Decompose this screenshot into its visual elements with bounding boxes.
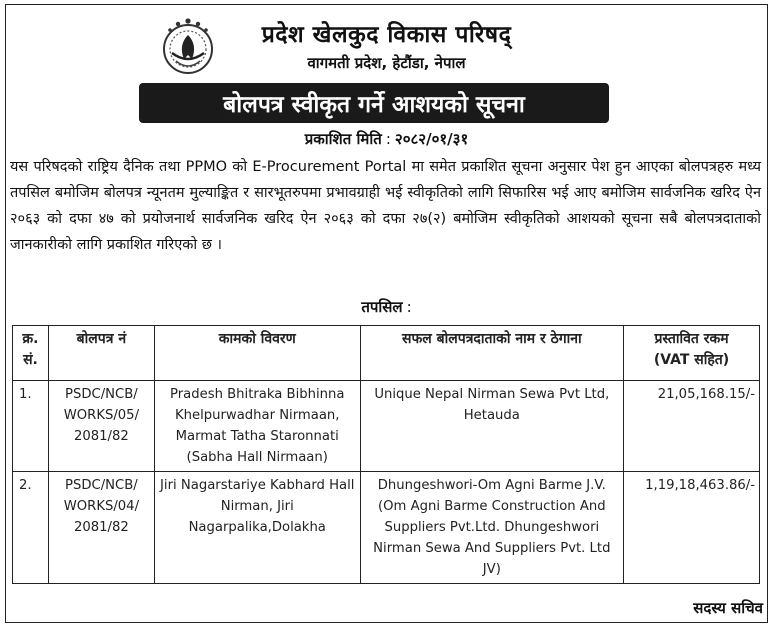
organization-address: वागमती प्रदेश, हेटौंडा, नेपाल xyxy=(307,54,466,72)
header-amount-note: (VAT सहित) xyxy=(653,352,730,368)
header-amount-label: प्रस्तावित रकम xyxy=(654,331,729,347)
cell-bidder: Dhungeshwori-Om Agni Barme J.V. (Om Agni Barme Construction And Suppliers Pvt.Ltd. Dhungeshwori Nirman Sewa And Suppliers Pvt. Ltd JV) xyxy=(360,472,623,584)
cell-bid-no: PSDC/NCB/ WORKS/04/ 2081/82 xyxy=(48,472,154,584)
header-sn: क्र. सं. xyxy=(13,326,49,381)
award-table xyxy=(12,325,760,584)
cell-work: Pradesh Bhitraka Bibhinna Khelpurwadhar Nirmaan, Marmat Tatha Staronnati (Sabha Hall Nirmaan) xyxy=(154,381,360,472)
signatory: सदस्य सचिव xyxy=(693,599,763,617)
header-work: कामको विवरण xyxy=(154,326,360,381)
header-bidder: सफल बोलपत्रदाताको नाम र ठेगाना xyxy=(360,326,623,381)
cell-amount: 21,05,168.15/- xyxy=(624,381,760,472)
published-date: २०८२/०१/३१ xyxy=(394,130,469,148)
cell-sn: 2. xyxy=(13,472,49,584)
schedule-label: तपसिल xyxy=(361,298,403,316)
organization-name: प्रदेश खेलकुद विकास परिषद् xyxy=(261,22,512,48)
published-label: प्रकाशित मिति xyxy=(304,130,382,148)
cell-bid-no: PSDC/NCB/ WORKS/05/ 2081/82 xyxy=(48,381,154,472)
notice-title: बोलपत्र स्वीकृत गर्ने आशयको सूचना xyxy=(139,83,609,123)
published-separator: : xyxy=(385,130,391,148)
notice-page xyxy=(5,4,768,623)
cell-work: Jiri Nagarstariye Kabhard Hall Nirman, Jiri Nagarpalika,Dolakha xyxy=(154,472,360,584)
cell-sn: 1. xyxy=(13,381,49,472)
schedule-separator: : xyxy=(406,298,412,316)
cell-bidder: Unique Nepal Nirman Sewa Pvt Ltd, Hetauda xyxy=(360,381,623,472)
cell-amount: 1,19,18,463.86/- xyxy=(624,472,760,584)
header-bid-no: बोलपत्र नं xyxy=(48,326,154,381)
notice-body: यस परिषदको राष्ट्रिय दैनिक तथा PPMO को E-Procurement Portal मा समेत प्रकाशित सूचना अनुसार पेश हुन आएका बोलपत्रहरु मध्य तपसिल बमोजिम बोलपत्र न्यूनतम मुल्याङ्कित र सारभूतरुपमा प्रभावग्राही भई स्वीकृतिको लागि सिफारिस भई आए बमोजिम सार्वजनिक खरिद ऐन २०६३ को दफा ४७ को प्रयोजनार्थ सार्वजनिक खरिद ऐन २०६३ को दफा २७(२) बमोजिम स्वीकृतिको आशयको सूचना सबै बोलपत्रदाताको जानकारीको लागि प्रकाशित गरिएको छ । xyxy=(10,159,761,253)
table-row xyxy=(13,381,760,472)
header-amount xyxy=(624,326,760,381)
table-row xyxy=(13,472,760,584)
schedule-heading xyxy=(6,297,767,317)
table-header-row xyxy=(13,326,760,381)
published-date-line xyxy=(6,129,767,149)
